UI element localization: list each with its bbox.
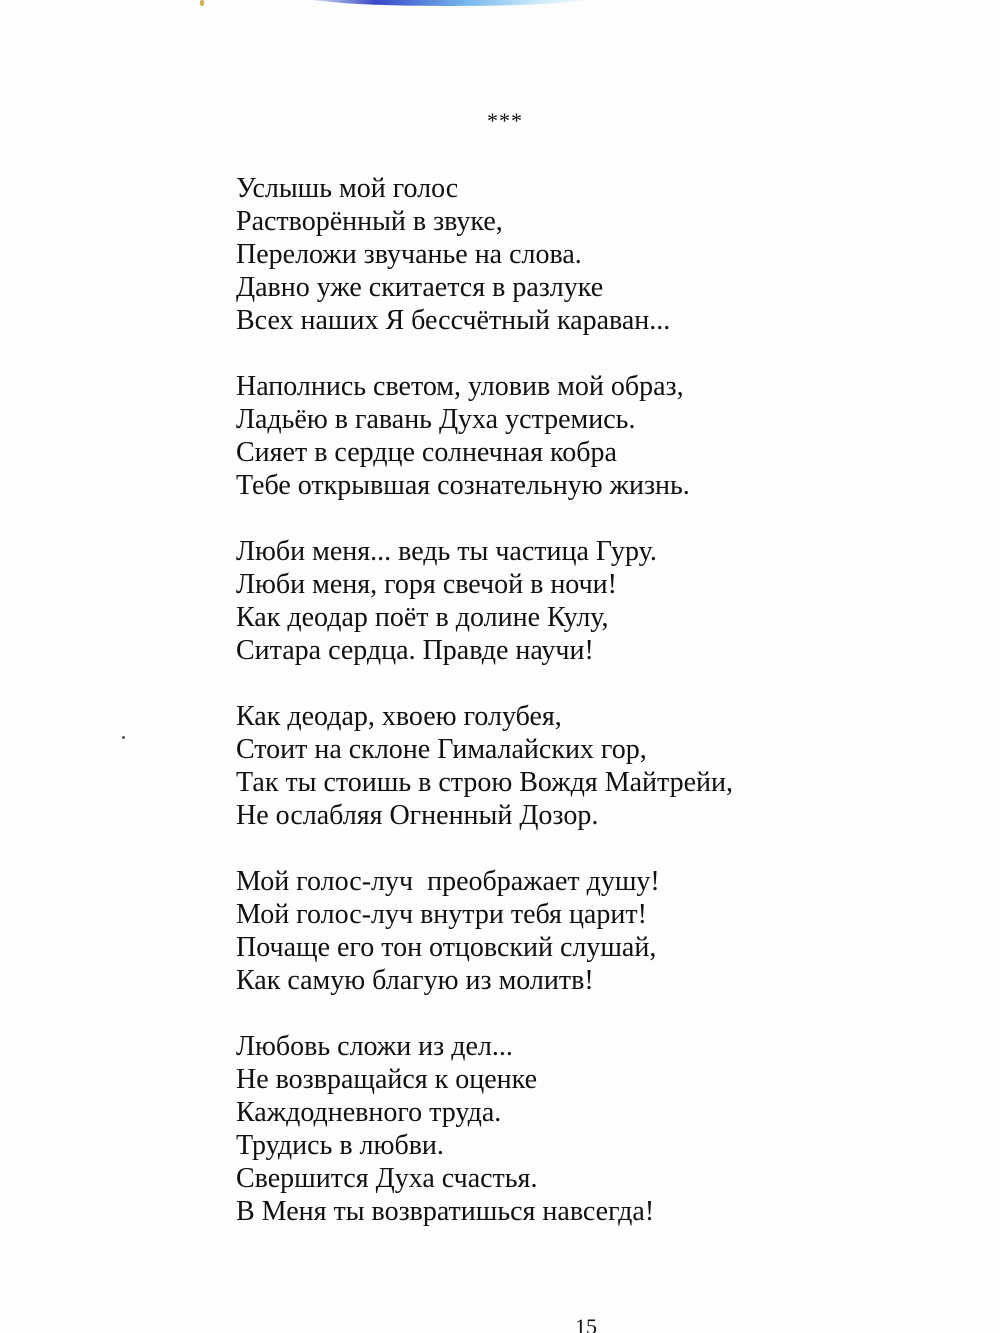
blue-ink-smudge	[300, 0, 600, 6]
stanza-1	[236, 172, 856, 337]
poem-line: Не ослабляя Огненный Дозор.	[236, 800, 599, 831]
stanza-separator: ***	[487, 108, 523, 133]
poem-line: Мой голос-луч преображает душу!	[236, 866, 660, 897]
poem-line: Каждодневного труда.	[236, 1097, 502, 1128]
poem-line: Тебе открывшая сознательную жизнь.	[236, 470, 690, 501]
poem-line: Любовь сложи из дел...	[236, 1031, 513, 1062]
poem-line: Растворённый в звуке,	[236, 206, 503, 237]
poem-line: Переложи звучанье на слова.	[236, 239, 582, 270]
poem-line: Трудись в любви.	[236, 1130, 444, 1161]
poem-body	[236, 172, 856, 1261]
poem-line: Наполнись светом, уловив мой образ,	[236, 371, 684, 402]
poem-line: Услышь мой голос	[236, 173, 459, 204]
stanza-6	[236, 1030, 856, 1228]
poem-line: В Меня ты возвратишься навсегда!	[236, 1196, 655, 1227]
ink-dot	[200, 0, 204, 6]
poem-line: Как самую благую из молитв!	[236, 965, 594, 996]
poem-line: Как деодар поёт в долине Кулу,	[236, 602, 609, 633]
stanza-4	[236, 700, 856, 832]
poem-line: Ситара сердца. Правде научи!	[236, 635, 594, 666]
poem-line: Давно уже скитается в разлуке	[236, 272, 604, 303]
poem-line: Всех наших Я бессчётный караван...	[236, 305, 671, 336]
poem-line: Люби меня... ведь ты частица Гуру.	[236, 536, 657, 567]
poem-line: Так ты стоишь в строю Вождя Майтрейи,	[236, 767, 733, 798]
poem-line: Ладьёю в гавань Духа устремись.	[236, 404, 636, 435]
top-color-smudge	[130, 0, 710, 10]
stanza-2	[236, 370, 856, 502]
poem-line: Сияет в сердце солнечная кобра	[236, 437, 617, 468]
poem-line: Мой голос-луч внутри тебя царит!	[236, 899, 647, 930]
poem-line: Люби меня, горя свечой в ночи!	[236, 569, 617, 600]
stanza-3	[236, 535, 856, 667]
poem-line: Не возвращайся к оценке	[236, 1064, 537, 1095]
scan-speck	[122, 736, 125, 739]
page-number: 15	[575, 1314, 597, 1333]
stanza-5	[236, 865, 856, 997]
poem-line: Свершится Духа счастья.	[236, 1163, 538, 1194]
poem-line: Как деодар, хвоею голубея,	[236, 701, 562, 732]
poem-line: Почаще его тон отцовский слушай,	[236, 932, 657, 963]
poem-line: Стоит на склоне Гималайских гор,	[236, 734, 647, 765]
